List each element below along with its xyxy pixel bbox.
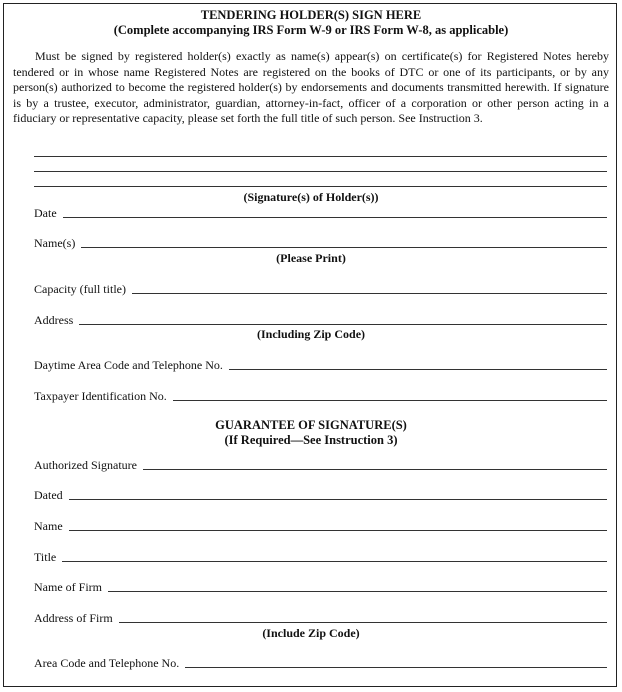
firm-phone-field[interactable] [34,654,607,670]
firm-address-line[interactable] [119,622,607,623]
date-field[interactable] [34,204,607,220]
date-label: Date [34,206,57,220]
instructions-text [13,49,609,127]
title-line[interactable] [62,561,607,562]
please-print-caption: (Please Print) [276,251,346,265]
form-subtitle: (Complete accompanying IRS Form W-9 or IRS Form W-8, as applicable) [113,23,509,37]
title-field[interactable] [34,548,607,564]
name-field[interactable] [34,517,607,533]
signature-line-3[interactable] [34,186,607,187]
instructions-body: Must be signed by registered holder(s) exactly as name(s) appear(s) on certificate(s) for Registered Notes hereby tendered or in whose name Registered Notes are registered on the books of DTC or one of its participants, or by any person(s) authorized to become the registered holder(s) by endorsements and documents transmitted herewith. If signature is by a trustee, executor, administrator, guardian, attorney-in-fact, officer of a corporation or other person acting in a fiduciary or representative capacity, please set forth the full title of such person. See Instruction 3. [13,49,609,125]
names-line[interactable] [81,247,607,248]
capacity-label: Capacity (full title) [34,282,126,296]
guarantee-title: GUARANTEE OF SIGNATURE(S) [215,418,407,432]
signature-caption: (Signature(s) of Holder(s)) [243,190,379,204]
capacity-line[interactable] [132,293,607,294]
address-label: Address [34,313,74,327]
firm-address-label: Address of Firm [34,611,113,625]
name-label: Name [34,519,63,533]
firm-address-field[interactable] [34,609,607,625]
dated-line[interactable] [69,499,607,500]
firm-name-field[interactable] [34,578,607,594]
date-line[interactable] [63,217,607,218]
daytime-phone-field[interactable] [34,356,607,372]
firm-phone-line[interactable] [185,667,607,668]
authorized-signature-field[interactable] [34,456,607,472]
address-line[interactable] [79,324,607,325]
signature-line-2[interactable] [34,171,607,172]
name-line[interactable] [69,530,607,531]
firm-phone-label: Area Code and Telephone No. [34,656,180,670]
including-zip-caption: (Including Zip Code) [256,327,366,341]
include-zip-caption: (Include Zip Code) [262,626,360,640]
signature-line-1[interactable] [34,156,607,157]
dated-field[interactable] [34,486,607,502]
capacity-field[interactable] [34,280,607,296]
firm-name-line[interactable] [108,591,607,592]
taxpayer-id-label: Taxpayer Identification No. [34,389,167,403]
firm-name-label: Name of Firm [34,580,102,594]
guarantee-subtitle: (If Required—See Instruction 3) [224,433,398,447]
taxpayer-id-line[interactable] [173,400,607,401]
address-field[interactable] [34,311,607,327]
authorized-signature-label: Authorized Signature [34,458,137,472]
daytime-phone-label: Daytime Area Code and Telephone No. [34,358,223,372]
title-label: Title [34,550,57,564]
names-field[interactable] [34,234,607,250]
dated-label: Dated [34,488,63,502]
authorized-signature-line[interactable] [143,469,607,470]
taxpayer-id-field[interactable] [34,387,607,403]
form-title: TENDERING HOLDER(S) SIGN HERE [200,8,422,22]
daytime-phone-line[interactable] [229,369,607,370]
names-label: Name(s) [34,236,76,250]
